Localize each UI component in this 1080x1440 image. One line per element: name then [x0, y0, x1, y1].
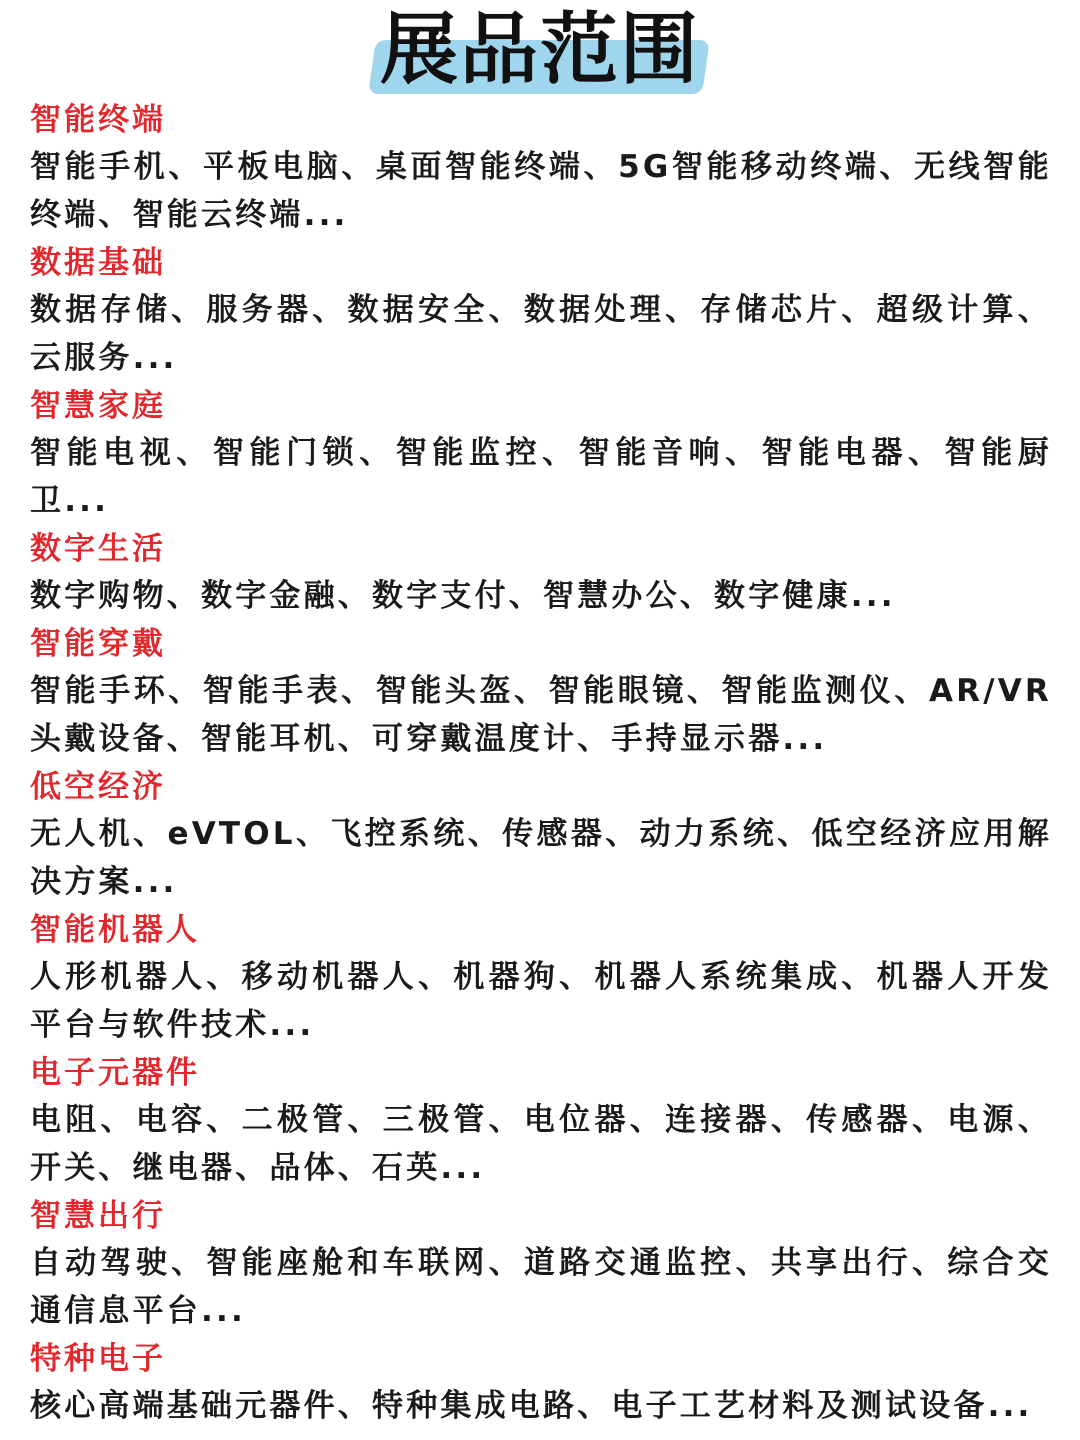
section-items: 自动驾驶、智能座舱和车联网、道路交通监控、共享出行、综合交通信息平台... [30, 1245, 1052, 1329]
section-heading: 电子元器件 [30, 1055, 200, 1091]
section-items: 无人机、eVTOL、飞控系统、传感器、动力系统、低空经济应用解决方案... [30, 816, 1052, 900]
section-smart-terminal [30, 96, 1052, 239]
exhibit-scope-list [30, 96, 1052, 1430]
section-items: 智能手环、智能手表、智能头盔、智能眼镜、智能监测仪、AR/VR头戴设备、智能耳机、可穿戴温度计、手持显示器... [30, 673, 1052, 757]
section-heading: 智能机器人 [30, 912, 200, 948]
section-items: 智能电视、智能门锁、智能监控、智能音响、智能电器、智能厨卫... [30, 435, 1052, 519]
section-heading: 智慧家庭 [30, 388, 166, 424]
section-items: 数字购物、数字金融、数字支付、智慧办公、数字健康... [30, 578, 896, 614]
section-smart-mobility [30, 1192, 1052, 1335]
section-special-electronics [30, 1335, 1052, 1430]
page-title: 展品范围 [379, 5, 700, 95]
section-digital-life [30, 525, 1052, 620]
page-header [0, 0, 1080, 100]
section-data-infrastructure [30, 239, 1052, 382]
section-heading: 低空经济 [30, 769, 166, 805]
section-electronic-components [30, 1049, 1052, 1192]
section-items: 电阻、电容、二极管、三极管、电位器、连接器、传感器、电源、开关、继电器、品体、石英... [30, 1102, 1052, 1186]
section-smart-wearables [30, 620, 1052, 763]
section-items: 智能手机、平板电脑、桌面智能终端、5G智能移动终端、无线智能终端、智能云终端... [30, 149, 1052, 233]
section-smart-home [30, 382, 1052, 525]
section-items: 人形机器人、移动机器人、机器狗、机器人系统集成、机器人开发平台与软件技术... [30, 959, 1052, 1043]
section-smart-robots [30, 906, 1052, 1049]
section-heading: 特种电子 [30, 1341, 166, 1377]
section-items: 数据存储、服务器、数据安全、数据处理、存储芯片、超级计算、云服务... [30, 292, 1052, 376]
section-heading: 智能终端 [30, 102, 166, 138]
section-heading: 数字生活 [30, 531, 166, 567]
section-heading: 智慧出行 [30, 1198, 166, 1234]
section-heading: 智能穿戴 [30, 626, 166, 662]
section-heading: 数据基础 [30, 245, 166, 281]
section-low-altitude-economy [30, 763, 1052, 906]
section-items: 核心高端基础元器件、特种集成电路、电子工艺材料及测试设备... [30, 1388, 1033, 1424]
